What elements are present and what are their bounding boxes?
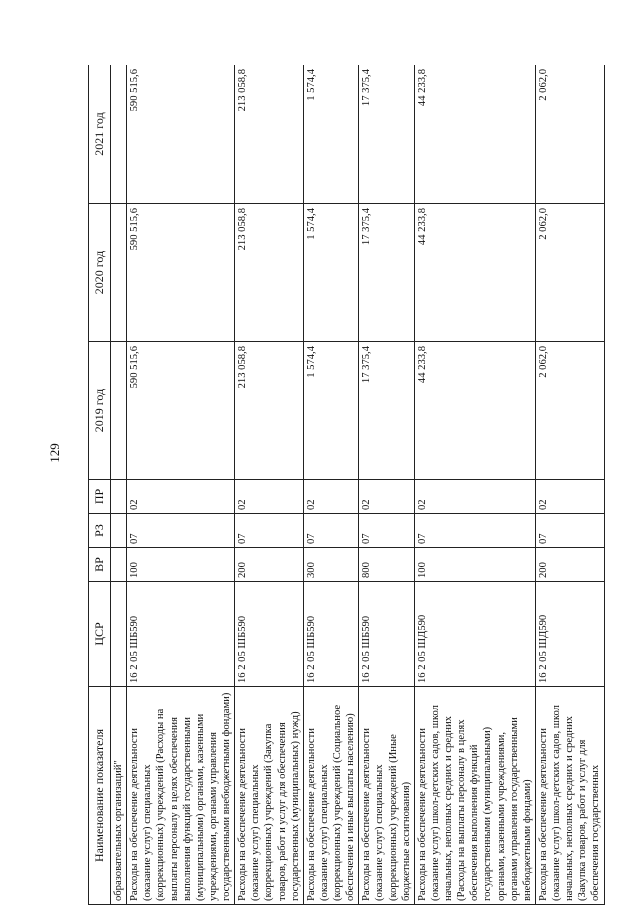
cell-name: Расходы на обеспечение деятельности (оказание услуг) школ-детских садов, школ начальных, неполных средних и средних (Расходы на выплаты персоналу в целях обеспечения выполнения функций государственными (муниципальными) органами, казенными учреждениями, органами управления государственными внебюджетными фондами) bbox=[414, 687, 535, 905]
cell-pr: 02 bbox=[303, 480, 359, 514]
cell-2021: 2 062,0 bbox=[535, 65, 604, 204]
cell-2021: 590 515,6 bbox=[127, 65, 235, 204]
cell-csr: 16 2 05 ШБ590 bbox=[303, 582, 359, 687]
cell-name: Расходы на обеспечение деятельности (оказание услуг) школ-детских садов, школ начальных, неполных средних и средних (Закупка товаров, работ и услуг для обеспечения государственных bbox=[535, 687, 604, 905]
cell-csr: 16 2 05 ШБ590 bbox=[235, 582, 304, 687]
cell-2020: 213 058,8 bbox=[235, 204, 304, 342]
cell-vr: 200 bbox=[235, 548, 304, 582]
cell-2019: 1 574,4 bbox=[303, 342, 359, 480]
cell-rz: 07 bbox=[359, 514, 415, 548]
cell-vr: 200 bbox=[535, 548, 604, 582]
cell-2019: 44 233,8 bbox=[414, 342, 535, 480]
cell-csr: 16 2 05 ШД590 bbox=[414, 582, 535, 687]
cell-rz: 07 bbox=[303, 514, 359, 548]
cell-2021: 17 375,4 bbox=[359, 65, 415, 204]
cell-2021: 44 233,8 bbox=[414, 65, 535, 204]
cell-2021: 1 574,4 bbox=[303, 65, 359, 204]
cell-rz bbox=[111, 514, 127, 548]
cell-name: Расходы на обеспечение деятельности (оказание услуг) специальных (коррекционных) учреждений (Иные бюджетные ассигнования) bbox=[359, 687, 415, 905]
cell-vr: 800 bbox=[359, 548, 415, 582]
cell-name: образовательных организаций" bbox=[111, 687, 127, 905]
header-rz: РЗ bbox=[89, 514, 111, 548]
table-header-row bbox=[89, 65, 111, 905]
table-row bbox=[235, 65, 304, 905]
cell-rz: 07 bbox=[414, 514, 535, 548]
cell-2019 bbox=[111, 342, 127, 480]
table-row bbox=[303, 65, 359, 905]
cell-pr: 02 bbox=[414, 480, 535, 514]
cell-rz: 07 bbox=[535, 514, 604, 548]
cell-name: Расходы на обеспечение деятельности (оказание услуг) специальных (коррекционных) учреждений (Социальное обеспечение и иные выплаты населению) bbox=[303, 687, 359, 905]
cell-pr bbox=[111, 480, 127, 514]
cell-name: Расходы на обеспечение деятельности (оказание услуг) специальных (коррекционных) учреждений (Закупка товаров, работ и услуг для обеспечения государственных (муниципальных) нужд) bbox=[235, 687, 304, 905]
cell-2019: 213 058,8 bbox=[235, 342, 304, 480]
page-number: 129 bbox=[47, 443, 62, 463]
cell-2020: 590 515,6 bbox=[127, 204, 235, 342]
cell-2021 bbox=[111, 65, 127, 204]
rotated-page-content bbox=[88, 65, 620, 905]
header-csr: ЦСР bbox=[89, 582, 111, 687]
cell-2019: 17 375,4 bbox=[359, 342, 415, 480]
cell-2020: 2 062,0 bbox=[535, 204, 604, 342]
header-2020: 2020 год bbox=[89, 204, 111, 342]
header-pr: ПР bbox=[89, 480, 111, 514]
header-name: Наименование показателя bbox=[89, 687, 111, 905]
cell-csr: 16 2 05 ШД590 bbox=[535, 582, 604, 687]
table-row bbox=[111, 65, 127, 905]
cell-2021: 213 058,8 bbox=[235, 65, 304, 204]
budget-table bbox=[88, 65, 605, 905]
table-row bbox=[359, 65, 415, 905]
cell-rz: 07 bbox=[235, 514, 304, 548]
cell-name: Расходы на обеспечение деятельности (оказание услуг) специальных (коррекционных) учреждений (Расходы на выплаты персоналу в целях обеспечения выполнения функций государственными (муниципальными) органами, казенными учреждениями, органами управления государственными внебюджетными фондами) bbox=[127, 687, 235, 905]
cell-2020 bbox=[111, 204, 127, 342]
header-2019: 2019 год bbox=[89, 342, 111, 480]
cell-pr: 02 bbox=[127, 480, 235, 514]
cell-2019: 590 515,6 bbox=[127, 342, 235, 480]
cell-vr: 300 bbox=[303, 548, 359, 582]
cell-2020: 44 233,8 bbox=[414, 204, 535, 342]
cell-2020: 1 574,4 bbox=[303, 204, 359, 342]
header-vr: ВР bbox=[89, 548, 111, 582]
cell-pr: 02 bbox=[359, 480, 415, 514]
table-row bbox=[535, 65, 604, 905]
cell-2019: 2 062,0 bbox=[535, 342, 604, 480]
cell-vr bbox=[111, 548, 127, 582]
cell-csr bbox=[111, 582, 127, 687]
cell-rz: 07 bbox=[127, 514, 235, 548]
budget-table-container bbox=[88, 65, 620, 905]
table-row bbox=[414, 65, 535, 905]
cell-vr: 100 bbox=[127, 548, 235, 582]
cell-pr: 02 bbox=[235, 480, 304, 514]
cell-2020: 17 375,4 bbox=[359, 204, 415, 342]
cell-csr: 16 2 05 ШБ590 bbox=[127, 582, 235, 687]
cell-pr: 02 bbox=[535, 480, 604, 514]
cell-csr: 16 2 05 ШБ590 bbox=[359, 582, 415, 687]
cell-vr: 100 bbox=[414, 548, 535, 582]
header-2021: 2021 год bbox=[89, 65, 111, 204]
table-row bbox=[127, 65, 235, 905]
